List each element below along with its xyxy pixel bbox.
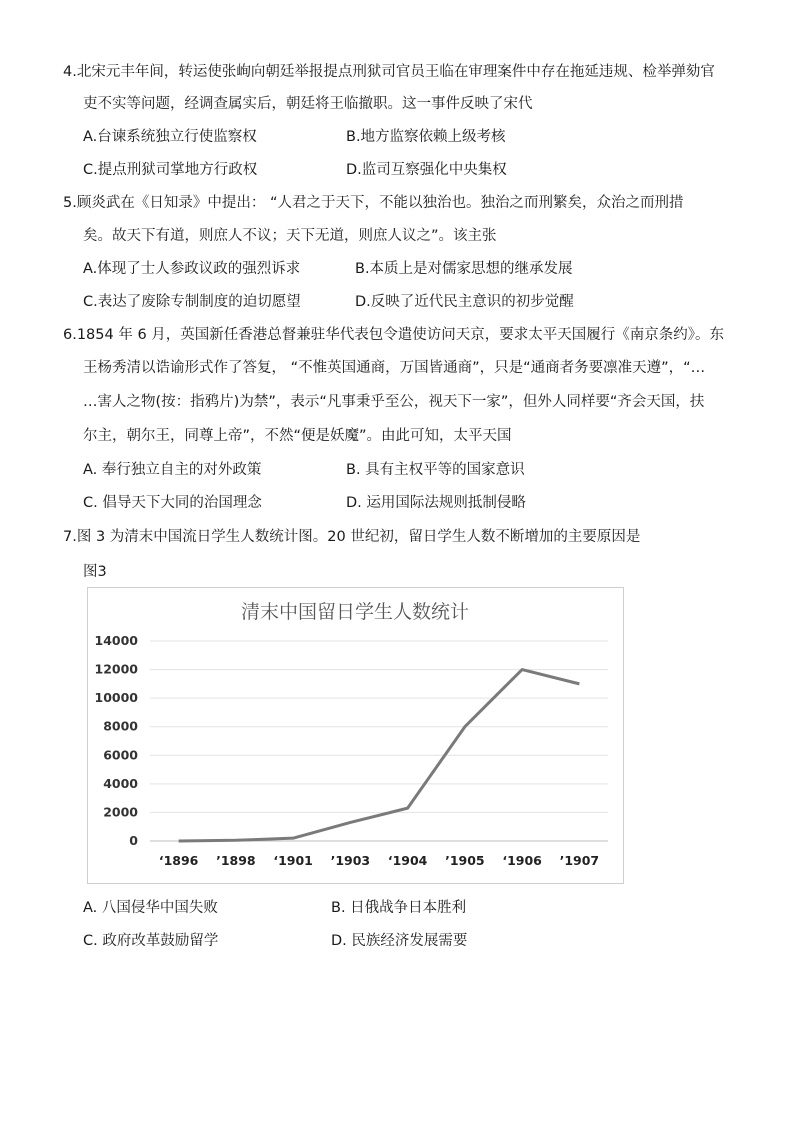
q5-option-d: D.反映了近代民主意识的初步觉醒 <box>355 294 574 310</box>
q5-stem-line-1: 5.顾炎武在《日知录》中提出： “人君之于天下，不能以独治也。独治之而刑繁矣，众治之而刑措 <box>63 195 684 211</box>
x-tick-label: ‘1906 <box>502 853 542 868</box>
q6-stem-line-1: 6.1854 年 6 月，英国新任香港总督兼驻华代表包令遣使访问天京，要求太平天国履行《南京条约》。东 <box>63 327 725 343</box>
q7-option-a: A. 八国侵华中国失败 <box>83 900 218 916</box>
x-tick-label: ’1905 <box>445 853 485 868</box>
y-tick-label: 8000 <box>103 718 138 734</box>
x-tick-label: ‘1896 <box>158 853 199 868</box>
x-tick-label: ‘1901 <box>273 853 313 868</box>
q4-option-a: A.台谏系统独立行使监察权 <box>83 129 257 145</box>
y-tick-label: 2000 <box>103 804 138 820</box>
q5-option-b: B.本质上是对儒家思想的继承发展 <box>355 261 573 277</box>
x-tick-label: ’1898 <box>216 853 256 868</box>
q7-option-d: D. 民族经济发展需要 <box>331 933 468 949</box>
q6-stem-line-2: 王杨秀清以诰谕形式作了答复， “不惟英国通商，万国皆通商”，只是“通商者务要凛准天遵”，“… <box>83 360 706 376</box>
y-tick-label: 14000 <box>94 633 138 648</box>
q7-stem-line-1: 7.图 3 为清末中国流日学生人数统计图。20 世纪初，留日学生人数不断增加的主要原因是 <box>63 529 641 545</box>
chart-grid <box>150 641 608 841</box>
q5-stem-line-2: 矣。故天下有道，则庶人不议；天下无道，则庶人议之”。该主张 <box>83 228 497 244</box>
q7-option-c: C. 政府改革鼓励留学 <box>83 933 219 949</box>
y-tick-label: 10000 <box>94 690 138 706</box>
q4-option-d: D.监司互察强化中央集权 <box>346 162 507 178</box>
x-tick-label: ’1907 <box>559 853 600 868</box>
q5-option-a: A.体现了士人参政议政的强烈诉求 <box>83 261 301 277</box>
chart-canvas <box>88 588 623 883</box>
chart-y-axis <box>95 633 139 848</box>
q6-option-b: B. 具有主权平等的国家意识 <box>346 462 525 478</box>
q6-option-a: A. 奉行独立自主的对外政策 <box>83 462 262 478</box>
x-tick-label: ’1903 <box>330 853 371 868</box>
q6-option-d: D. 运用国际法规则抵制侵略 <box>346 495 526 511</box>
student-count-chart <box>87 587 624 884</box>
y-tick-label: 4000 <box>103 775 138 791</box>
y-tick-label: 0 <box>129 833 138 848</box>
q4-option-c: C.提点刑狱司掌地方行政权 <box>83 162 258 178</box>
x-tick-label: ‘1904 <box>387 853 428 868</box>
y-tick-label: 12000 <box>94 661 138 677</box>
figure-label: 图3 <box>83 564 107 580</box>
q4-option-b: B.地方监察依赖上级考核 <box>346 129 506 145</box>
q6-stem-line-3: …害人之物(按：指鸦片)为禁”，表示“凡事秉乎至公，视天下一家”，但外人同样要“齐会天国，扶 <box>83 394 705 410</box>
chart-x-axis <box>159 853 599 868</box>
q4-stem-line-1: 4.北宋元丰年间，转运使张峋向朝廷举报提点刑狱司官员王临在审理案件中存在拖延违规、检举弹劾官 <box>63 64 715 80</box>
q7-option-b: B. 日俄战争日本胜利 <box>331 900 467 916</box>
chart-title: 清末中国留日学生人数统计 <box>240 601 470 623</box>
q5-option-c: C.表达了废除专制制度的迫切愿望 <box>83 294 301 310</box>
q6-option-c: C. 倡导天下大同的治国理念 <box>83 495 262 511</box>
q6-stem-line-4: 尔主，朝尔王，同尊上帝”，不然“便是妖魔”。由此可知，太平天国 <box>83 428 512 444</box>
q4-stem-line-2: 吏不实等问题，经调查属实后，朝廷将王临撤职。这一事件反映了宋代 <box>83 96 533 112</box>
y-tick-label: 6000 <box>103 747 138 763</box>
